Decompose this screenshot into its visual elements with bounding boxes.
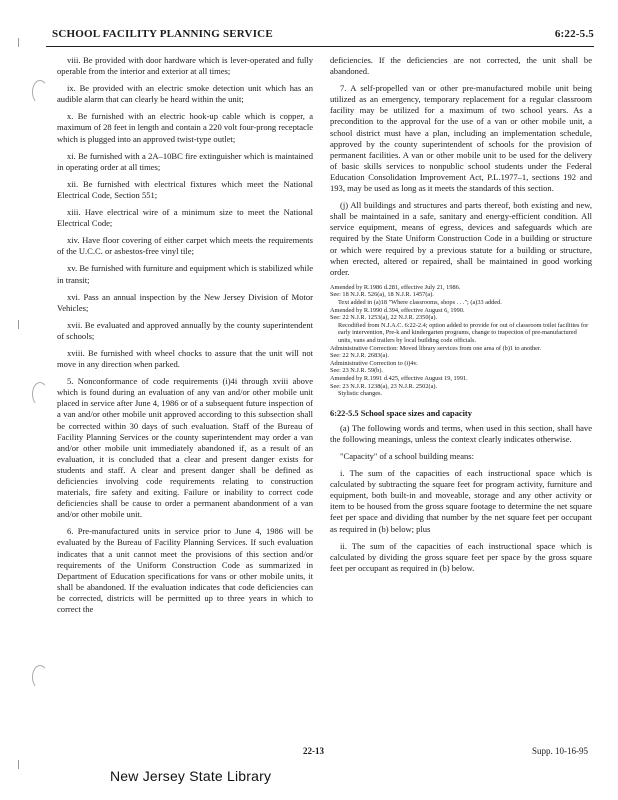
paragraph: xvi. Pass an annual inspection by the New Jersey Division of Motor Vehicles; [57,291,313,313]
history-line: Amended by R.1991 d.425, effective August 19, 1991. [330,374,468,382]
section-heading: 6:22-5.5 School space sizes and capacity [330,408,472,418]
history-line: Recodified from N.J.A.C. 6:22-2.4; option added to provide for out of classroom toilet facilities for early intervention, Pre-k and kindergarten programs, change to inspection of pre-manufactured units, vans and trailers by local building code officials. [338,321,589,344]
running-header-title: SCHOOL FACILITY PLANNING SERVICE [52,28,273,40]
running-header [46,26,594,47]
history-line: See: 23 N.J.R. 59(b). [330,367,383,375]
paragraph: xi. Be furnished with a 2A–10BC fire extinguisher which is maintained in operating order at all times; [57,150,313,172]
history-line: Amended by R.1990 d.394, effective August 6, 1990. [330,306,465,314]
history-line: Stylistic changes. [338,390,383,398]
paragraph: i. The sum of the capacities of each instructional space which is calculated by subtracting the square feet for program activity, furniture and equipment, both built-in and moveable, storage and any other activity or item to be housed from the gross square footage to determine the net square feet per space and dividing that number by the net square feet per occupant as required in (b) below; plus [330,468,592,534]
paragraph: 5. Nonconformance of code requirements (i)4i through xviii above which is found during an evaluation of any van and/or other mobile unit placed in service after June 4, 1986 or of a subsequent future inspection of a van and/or other mobile unit approved according to this subsection shall be corrected within 30 days of such evaluation. Staff of the Bureau of Facility Planning Services or the county superintendent may order a van and/or other mobile unit immediately abandoned if, as a result of an evaluation, it is concluded that a clear and present danger exists for students and staff. A clear and present danger shall be defined as deficiencies involving code requirements relating to construction materials, fire safety and exiting. Failure or inability to correct code deficiencies shall be cause to order a permanent abandonment of a van and/or other mobile unit. [57,376,313,520]
history-line: See: 22 N.J.R. 2683(a). [330,352,389,360]
right-column [330,55,592,580]
paragraph: (j) All buildings and structures and parts thereof, both existing and new, shall be maintained in a safe, sanitary and energy-efficient condition. All service equipment, means of egress, devices and safeguards which are required by the State Uniform Construction Code in a building or structure or which were required by a previous statute for a building or structure, when erected, altered or repaired, shall be maintained in good working order. [330,200,592,277]
paragraph: ix. Be provided with an electric smoke detection unit which has an audible alarm that can clearly be heard within the unit; [57,83,313,105]
paragraph: 7. A self-propelled van or other pre-manufactured mobile unit being utilized as an emergency, temporary replacement for a regular classroom facility may be utilized for a maximum of two school years. As a precondition to the approval for the use of a van or other mobile unit, a school district must have a plan, including an implementation schedule, approved by the county superintendent of schools for the provision of permanent facilities. A van or other mobile unit to be used for the delivery of basic skills services to nonpublic school students under the Federal Education Consolidation Improvement Act, P.L.1977–1, sections 192 and 193, may be used as long as it meets the standards of this section. [330,83,592,194]
supplement-date: Supp. 10-16-95 [532,746,588,756]
paragraph: 6. Pre-manufactured units in service prior to June 4, 1986 will be evaluated by the Bureau of Facility Planning Services. If such evaluation indicates that a unit cannot meet the provisions of this section and/or requirements of the Uniform Construction Code as summarized in Department of Education specifications for vans or other mobile units, it shall be abandoned. If the evaluation indicates that code deficiencies can be corrected, districts will be permitted up to three years in which to correct the [57,526,313,615]
margin-tick [18,760,19,769]
paragraph: xv. Be furnished with furniture and equipment which is stabilized while in transit; [57,263,313,285]
punch-hole-mark [32,80,48,104]
paragraph: x. Be furnished with an electric hook-up cable which is copper, a maximum of 28 feet in length and contain a 220 volt four-prong receptacle which is plugged into an approved twist-type outlet; [57,111,313,144]
margin-tick [18,38,19,47]
paragraph: deficiencies. If the deficiencies are not corrected, the unit shall be abandoned. [330,55,592,77]
paragraph: ii. The sum of the capacities of each instructional space which is calculated by dividing the gross square feet per space by the gross square feet per occupant as required in (b) below. [330,540,592,573]
history-line: Administrative Correction to (i)4v. [330,359,418,367]
punch-hole-mark [32,382,48,406]
running-header-section: 6:22-5.5 [554,28,594,40]
paragraph: xvii. Be evaluated and approved annually by the county superintendent of schools; [57,319,313,341]
paragraph: xviii. Be furnished with wheel chocks to assure that the unit will not move in any direction when parked. [57,347,313,370]
history-line: See: 23 N.J.R. 1238(a), 23 N.J.R. 2502(a). [330,382,438,390]
punch-hole-mark [32,665,48,689]
history-line: Amended by R.1986 d.281, effective July 21, 1986. [330,283,461,291]
history-line: Administrative Correction: Moved library services from one area of (b)1 to another. [330,344,542,352]
history-notes [330,284,592,398]
history-line: See: 18 N.J.R. 526(a), 18 N.J.R. 1457(a). [330,291,434,299]
page-number: 22-13 [303,746,324,756]
history-line: See: 22 N.J.R. 1253(a), 22 N.J.R. 2350(a). [330,314,438,322]
library-stamp: New Jersey State Library [110,768,272,784]
paragraph: xiv. Have floor covering of either carpet which meets the requirements of the U.C.C. or asbestos-free vinyl tile; [57,235,313,257]
left-column [57,55,313,621]
paragraph: xiii. Have electrical wire of a minimum size to meet the National Electrical Code; [57,207,313,229]
margin-tick [18,320,19,329]
paragraph: xii. Be furnished with electrical fixtures which meet the National Electrical Code, Section 551; [57,178,313,200]
paragraph: "Capacity" of a school building means: [340,450,474,461]
paragraph: (a) The following words and terms, when used in this section, shall have the following meanings, unless the context clearly indicates otherwise. [330,422,592,444]
history-line: Text added in (a)18 "Where classrooms, shops . . ."; (a)33 added. [338,298,502,306]
paragraph: viii. Be provided with door hardware which is lever-operated and fully operable from the interior and exterior at all times; [57,55,313,77]
